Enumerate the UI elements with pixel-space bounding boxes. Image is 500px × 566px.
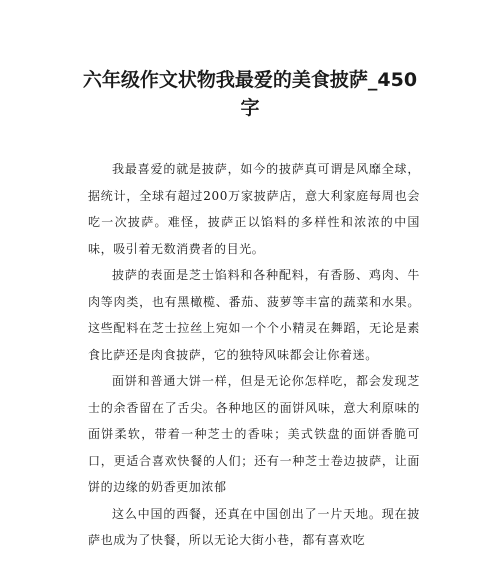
paragraph-3: 面饼和普通大饼一样，但是无论你怎样吃，都会发现芝士的余香留在了舌尖。各种地区的面饼风味，意大利原味的面饼柔软，带着一种芝士的香味；美式铁盘的面饼香脆可口，更适合喜欢快餐的人们；还有一种芝士卷边披萨，让面饼的边缘的奶香更加浓郁 xyxy=(88,374,420,494)
document-title-line-2: 字 xyxy=(240,97,260,119)
paragraph-2: 披萨的表面是芝士馅料和各种配料，有香肠、鸡肉、牛肉等肉类，也有黑橄榄、番茄、菠萝等丰富的蔬菜和水果。这些配料在芝士拉丝上宛如一个个小精灵在舞蹈，无论是素食比萨还是肉食披萨，它的独特风味都会让你着迷。 xyxy=(88,268,420,362)
document-title xyxy=(70,66,430,122)
document-title-line-1: 六年级作文状物我最爱的美食披萨_450 xyxy=(82,69,418,91)
paragraph-1: 我最喜爱的就是披萨，如今的披萨真可谓是风靡全球，据统计，全球有超过200万家披萨店，意大利家庭每周也会吃一次披萨。难怪，披萨正以馅料的多样性和浓浓的中国味，吸引着无数消费者的目光。 xyxy=(88,162,420,256)
document-body xyxy=(88,156,420,554)
paragraph-4: 这么中国的西餐，还真在中国创出了一片天地。现在披萨也成为了快餐，所以无论大街小巷，都有喜欢吃 xyxy=(88,506,420,547)
